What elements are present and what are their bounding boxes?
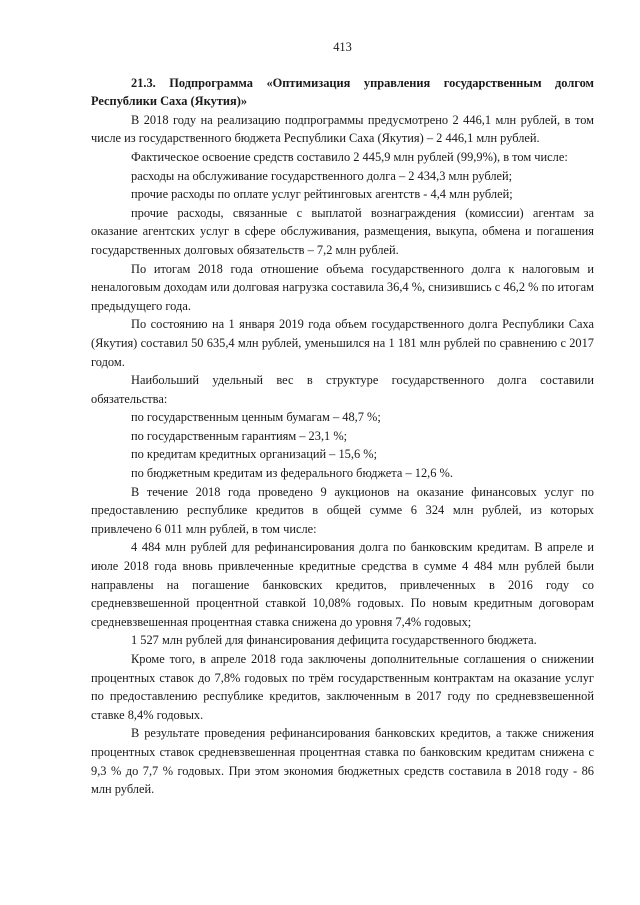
paragraph-debt-structure: Наибольший удельный вес в структуре государственного долга составили обязательства:	[91, 373, 594, 406]
paragraph-rating-agencies: прочие расходы по оплате услуг рейтинговых агентств - 4,4 млн рублей;	[131, 187, 513, 202]
paragraph-additional-agreements: Кроме того, в апреле 2018 года заключены дополнительные соглашения о снижении процентных ставок до 7,8% годовых по трём государственным контрактам на оказание услуг по предоставлению республике кредитов, заключенным в 2017 году по средневзвешенной ставке 8,4% годовых.	[91, 652, 594, 722]
list-item-guarantees: по государственным гарантиям – 23,1 %;	[131, 428, 348, 443]
paragraph-actual-spending: Фактическое освоение средств составило 2 445,9 млн рублей (99,9%), в том числе:	[131, 149, 568, 164]
paragraph-agent-fees: прочие расходы, связанные с выплатой вознаграждения (комиссии) агентам за оказание агентских услуг в сфере обслуживания, размещения, выкупа, обмена и погашения государственных долговых обязательств – 7,2 млн рублей.	[91, 205, 594, 257]
list-item-bank-loans: по кредитам кредитных организаций – 15,6 %;	[131, 447, 378, 462]
paragraph-debt-service: расходы на обслуживание государственного долга – 2 434,3 млн рублей;	[131, 168, 513, 183]
paragraph-debt-burden: По итогам 2018 года отношение объема государственного долга к налоговым и неналоговым доходам или долговая нагрузка составила 36,4 %, снизившись с 46,2 % по итогам предыдущего года.	[91, 261, 595, 313]
paragraph-auctions: В течение 2018 года проведено 9 аукционов на оказание финансовых услуг по предоставлению республике кредитов в общей сумме 6 324 млн рублей, из которых привлечено 6 011 млн рублей, в том числе:	[91, 484, 594, 536]
paragraph-deficit: 1 527 млн рублей для финансирования дефицита государственного бюджета.	[131, 633, 537, 648]
paragraph-debt-volume: По состоянию на 1 января 2019 года объем государственного долга Республики Саха (Якутия) составил 50 635,4 млн рублей, уменьшился на 1 181 млн рублей по сравнению с 2017 годом.	[91, 317, 594, 369]
page-number: 413	[333, 40, 352, 54]
list-item-budget-loans: по бюджетным кредитам из федерального бюджета – 12,6 %.	[131, 466, 453, 481]
section-heading: 21.3. Подпрограмма «Оптимизация управления государственным долгом Республики Саха (Якутия)»	[91, 75, 594, 109]
paragraph-refinancing: 4 484 млн рублей для рефинансирования долга по банковским кредитам. В апреле и июле 2018 года вновь привлеченные кредитные средства в сумме 4 484 млн рублей были направлены на погашение банковских кредитов, привлеченных в 2016 году со средневзвешенной процентной ставкой 10,08% годовых. По новым кредитным договорам средневзвешенная процентная ставка снижена до уровня 7,4% годовых;	[91, 540, 594, 629]
paragraph-funding: В 2018 году на реализацию подпрограммы предусмотрено 2 446,1 млн рублей, в том числе из государственного бюджета Республики Саха (Якутия) – 2 446,1 млн рублей.	[91, 112, 594, 146]
list-item-securities: по государственным ценным бумагам – 48,7 %;	[131, 410, 381, 425]
paragraph-savings: В результате проведения рефинансирования банковских кредитов, а также снижения процентных ставок средневзвешенная процентная ставка по банковским кредитам снижена с 9,3 % до 7,7 % годовых. При этом экономия бюджетных средств составила в 2018 году - 86 млн рублей.	[91, 726, 594, 797]
